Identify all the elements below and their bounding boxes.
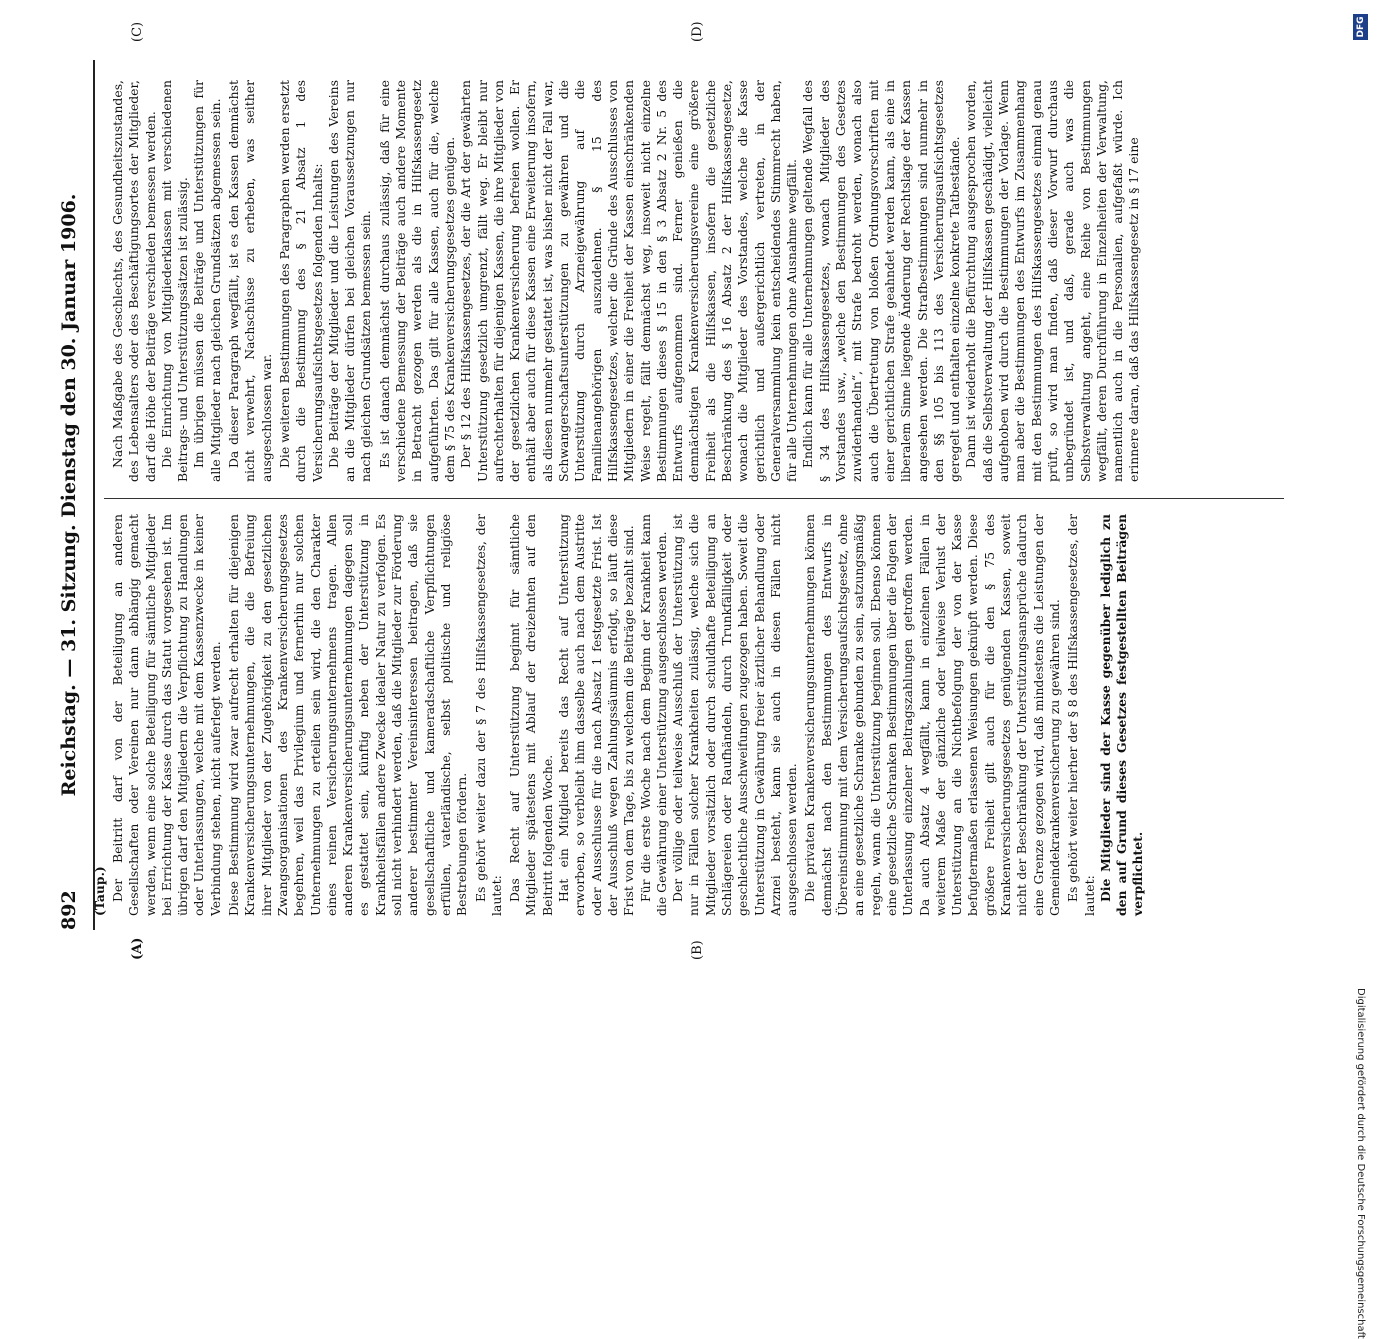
paragraph: Es gehört weiter dazu der § 7 des Hilfskassengesetzes, der lautet: xyxy=(472,514,504,916)
paragraph: Hat ein Mitglied bereits das Recht auf Unterstützung erworben, so verbleibt ihm dasselbe auch nach dem Austritte oder Ausschlusse für die nach Absatz 1 festgesetzte Frist. Ist der Ausschluß wegen Zahlungssäumnis erfolgt, so läuft diese Frist von dem Tage, bis zu welchem die Beiträge bezahlt sind. xyxy=(556,514,637,916)
credit-text: Digitalisierung gefördert durch die Deutsche Forschungsgemeinschaft xyxy=(1355,988,1366,1339)
paragraph: Die Mitglieder sind der Kasse gegenüber lediglich zu den auf Grund dieses Gesetzes festgestellten Beiträgen verpflichtet. xyxy=(1097,514,1146,916)
header-rule xyxy=(93,60,95,930)
dfg-logo: DFG xyxy=(1353,14,1368,40)
paragraph: Im übrigen müssen die Beiträge und Unterstützungen für alle Mitglieder nach gleichen Grundsätzen abgemessen sein. xyxy=(191,80,223,482)
page-number: 892 xyxy=(58,890,80,930)
margin-marker-c: (C) xyxy=(130,21,145,42)
paragraph: Der § 12 des Hilfskassengesetzes, der die Art der gewährten Unterstützung gesetzlich umgrenzt, fällt weg. Er bleibt nur aufrechterhalten für diejenigen Kassen, die ihre Mitglieder von der gesetzlichen Krankenversicherung befreien wollen. Er enthält aber auch für diese Kassen eine Erweiterung insofern, als diesen nunmehr gestattet ist, was bisher nicht der Fall war, Schwangerschaftsunterstützungen zu gewähren und die Unterstützung durch Arzneigewährung auf die Familienangehörigen auszudehnen. § 15 des Hilfskassengesetzes, welcher die Gründe des Ausschlusses von Mitgliedern in einer die Freiheit der Kassen einschränkenden Weise regelt, fällt demnächst weg, insoweit nicht einzelne Bestimmungen dieses § 15 in den § 3 Absatz 2 Nr. 5 des Entwurfs aufgenommen sind. Ferner genießen die demnächstigen Krankenversicherungsvereine eine größere Freiheit als die Hilfskassen, insofern die gesetzliche Beschränkung des § 16 Absatz 2 der Hilfskassengesetze, wonach die Mitglieder des Vorstandes, welche die Kasse gerichtlich und außergerichtlich vertreten, in der Generalversammlung kein entscheidendes Stimmrecht haben, für alle Unternehmungen ohne Ausnahme wegfällt. xyxy=(458,80,800,482)
paragraph: Es gehört weiter hierher der § 8 des Hilfskassengesetzes, der lautet: xyxy=(1065,514,1097,916)
paragraph: Für die erste Woche nach dem Beginn der Krankheit kann die Gewährung einer Unterstützung ausgeschlossen werden. xyxy=(637,514,669,916)
paragraph: Der Beitritt darf von der Beteiligung an anderen Gesellschaften oder Vereinen nur dann abhängig gemacht werden, wenn eine solche Beteiligung für sämtliche Mitglieder bei Errichtung der Kasse durch das Statut vorgesehen ist. Im übrigen darf den Mitgliedern die Verpflichtung zu Handlungen oder Unterlassungen, welche mit dem Kassenzwecke in keiner Verbindung stehen, nicht auferlegt werden. xyxy=(110,514,223,916)
column-divider xyxy=(104,498,1284,499)
margin-marker-a: (A) xyxy=(130,937,145,960)
margin-marker-b: (B) xyxy=(690,940,705,960)
paragraph: Da dieser Paragraph wegfällt, ist es den Kassen demnächst nicht verwehrt, Nachschüsse zu erheben, was seither ausgeschlossen war. xyxy=(226,80,274,482)
paragraph: Dann ist wiederholt die Befürchtung ausgesprochen worden, daß die Selbstverwaltung der Hilfskassen geschädigt, vielleicht aufgehoben wird durch die Bestimmungen der Vorlage. Wenn man aber die Bestimmungen des Entwurfs im Zusammenhang mit den Bestimmungen des Hilfskassengesetzes einmal genau prüft, so wird man finden, daß dieser Vorwurf durchaus unbegründet ist, und daß, gerade auch was die Selbstverwaltung angeht, eine Reihe von Bestimmungen wegfällt, deren Durchführung in Einzelheiten der Verwaltung, namentlich auch in die Personalien, aufgefaßt würde. Ich erinnere daran, daß das Hilfskassengesetz in § 17 eine xyxy=(963,80,1142,482)
paragraph: Die Beiträge der Mitglieder und die Leistungen des Vereins an die Mitglieder dürfen bei gleichen Voraussetzungen nur nach gleichen Grundsätzen bemessen sein. xyxy=(325,80,374,482)
paragraph: Die weiteren Bestimmungen des Paragraphen werden ersetzt durch die Bestimmung des § 21 Absatz 1 des Versicherungsaufsichtsgesetzes folgenden Inhalts: xyxy=(276,80,325,482)
digitization-credit xyxy=(1352,8,1370,1339)
running-title: Reichstag. — 31. Sitzung. Dienstag den 30. Januar 1906. xyxy=(58,193,80,797)
paragraph: Diese Bestimmung wird zwar aufrecht erhalten für diejenigen Krankenversicherungsunternehmungen, die die Befreiung ihrer Mitglieder von der Zugehörigkeit zu den gesetzlichen Zwangsorganisationen des Krankenversicherungsgesetzes begehren, weil das Privilegium und fernerhin nur solchen Unternehmungen zu erteilen sein wird, die den Charakter eines reinen Versicherungsunternehmens tragen. Allen anderen Krankenversicherungsunternehmungen dagegen soll es gestattet sein, künftig neben der Unterstützung in Krankheitsfällen andere Zwecke idealer Natur zu verfolgen. Es soll nicht verhindert werden, daß die Mitglieder zur Förderung anderer bestimmter Vereinsinteressen beitragen, daß sie gesellschaftliche und kameradschaftliche Verpflichtungen erfüllen, vaterländische, selbst politische und religiöse Bestrebungen fördern. xyxy=(226,514,470,916)
paragraph: Die privaten Krankenversicherungsunternehmungen können demnächst nach den Bestimmungen des Entwurfs in Übereinstimmung mit dem Versicherungsaufsichtsgesetz, ohne an eine gesetzliche Schranke gebunden zu sein, satzungsmäßig regeln, wann die Unterstützung beginnen soll. Ebenso können eine gesetzliche Schranken Bestimmungen über die Folgen der Unterlassung einzelner Beitragszahlungen getroffen werden. Da auch Absatz 4 wegfällt, kann in einzelnen Fällen in weiterem Maße der gänzliche oder teilweise Verlust der Unterstützung an die Nichtbefolgung der von der Kasse befugtermaßen erlassenen Weisungen geknüpft werden. Diese größere Freiheit gilt auch für die den § 75 des Krankenversicherungsgesetzes genügenden Kassen, soweit nicht der Beschränkung der Unterstützungsansprüche dadurch eine Grenze gezogen wird, daß mindestens die Leistungen der Gemeindekrankenversicherung zu gewähren sind. xyxy=(802,514,1062,916)
paragraph: Endlich kann für alle Unternehmungen geltende Wegfall des § 34 des Hilfskassengesetzes, wonach Mitglieder des Vorstandes usw., „welche den Bestimmungen des Gesetzes zuwiderhandeln“, mit Strafe bedroht werden, wonach also auch die Übertretung von bloßen Ordnungsvorschriften mit einer gerichtlichen Strafe geahndet werden kann, als eine in liberalem Sinne liegende Änderung der Rechtslage der Kassen angesehen werden. Die Strafbestimmungen sind nunmehr in den §§ 105 bis 113 des Versicherungsaufsichtsgesetzes geregelt und enthalten einzelne konkrete Tatbestände. xyxy=(800,80,963,482)
left-text-column xyxy=(110,514,1280,916)
paragraph: Die Einrichtung von Mitgliederklassen mit verschiedenen Beitrags- und Unterstützungssätzen ist zulässig. xyxy=(158,80,191,482)
margin-marker-d: (D) xyxy=(690,21,705,42)
running-head xyxy=(58,60,92,930)
paragraph: Nach Maßgabe des Geschlechts, des Gesundheitszustandes, des Lebensalters oder des Beschäftigungsortes der Mitglieder, darf die Höhe der Beiträge verschieden bemessen werden. xyxy=(110,80,158,482)
speaker-aside: (Taup.) xyxy=(92,866,107,916)
right-text-column xyxy=(110,80,1280,482)
paragraph: Der völlige oder teilweise Ausschluß der Unterstützung ist nur in Fällen solcher Krankheiten zulässig, welche sich die Mitglieder vorsätzlich oder durch schuldhafte Beteiligung an Schlägereien oder Raufhändeln, durch Trunkfälligkeit oder geschlechtliche Ausschweifungen zugezogen haben. Soweit die Unterstützung in Gewährung freier ärztlicher Behandlung oder Arznei besteht, kann sie auch in diesen Fällen nicht ausgeschlossen werden. xyxy=(670,514,800,916)
paragraph: Das Recht auf Unterstützung beginnt für sämtliche Mitglieder spätestens mit Ablauf der dreizehnten auf den Beitritt folgenden Woche. xyxy=(507,514,555,916)
paragraph: Es ist danach demnächst durchaus zulässig, daß für eine verschiedene Bemessung der Beiträge auch andere Momente in Betracht gezogen werden als die in Hilfskassengesetz aufgeführten. Das gilt für alle Kassen, auch für die, welche dem § 75 des Krankenversicherungsgesetzes genügen. xyxy=(376,80,457,482)
